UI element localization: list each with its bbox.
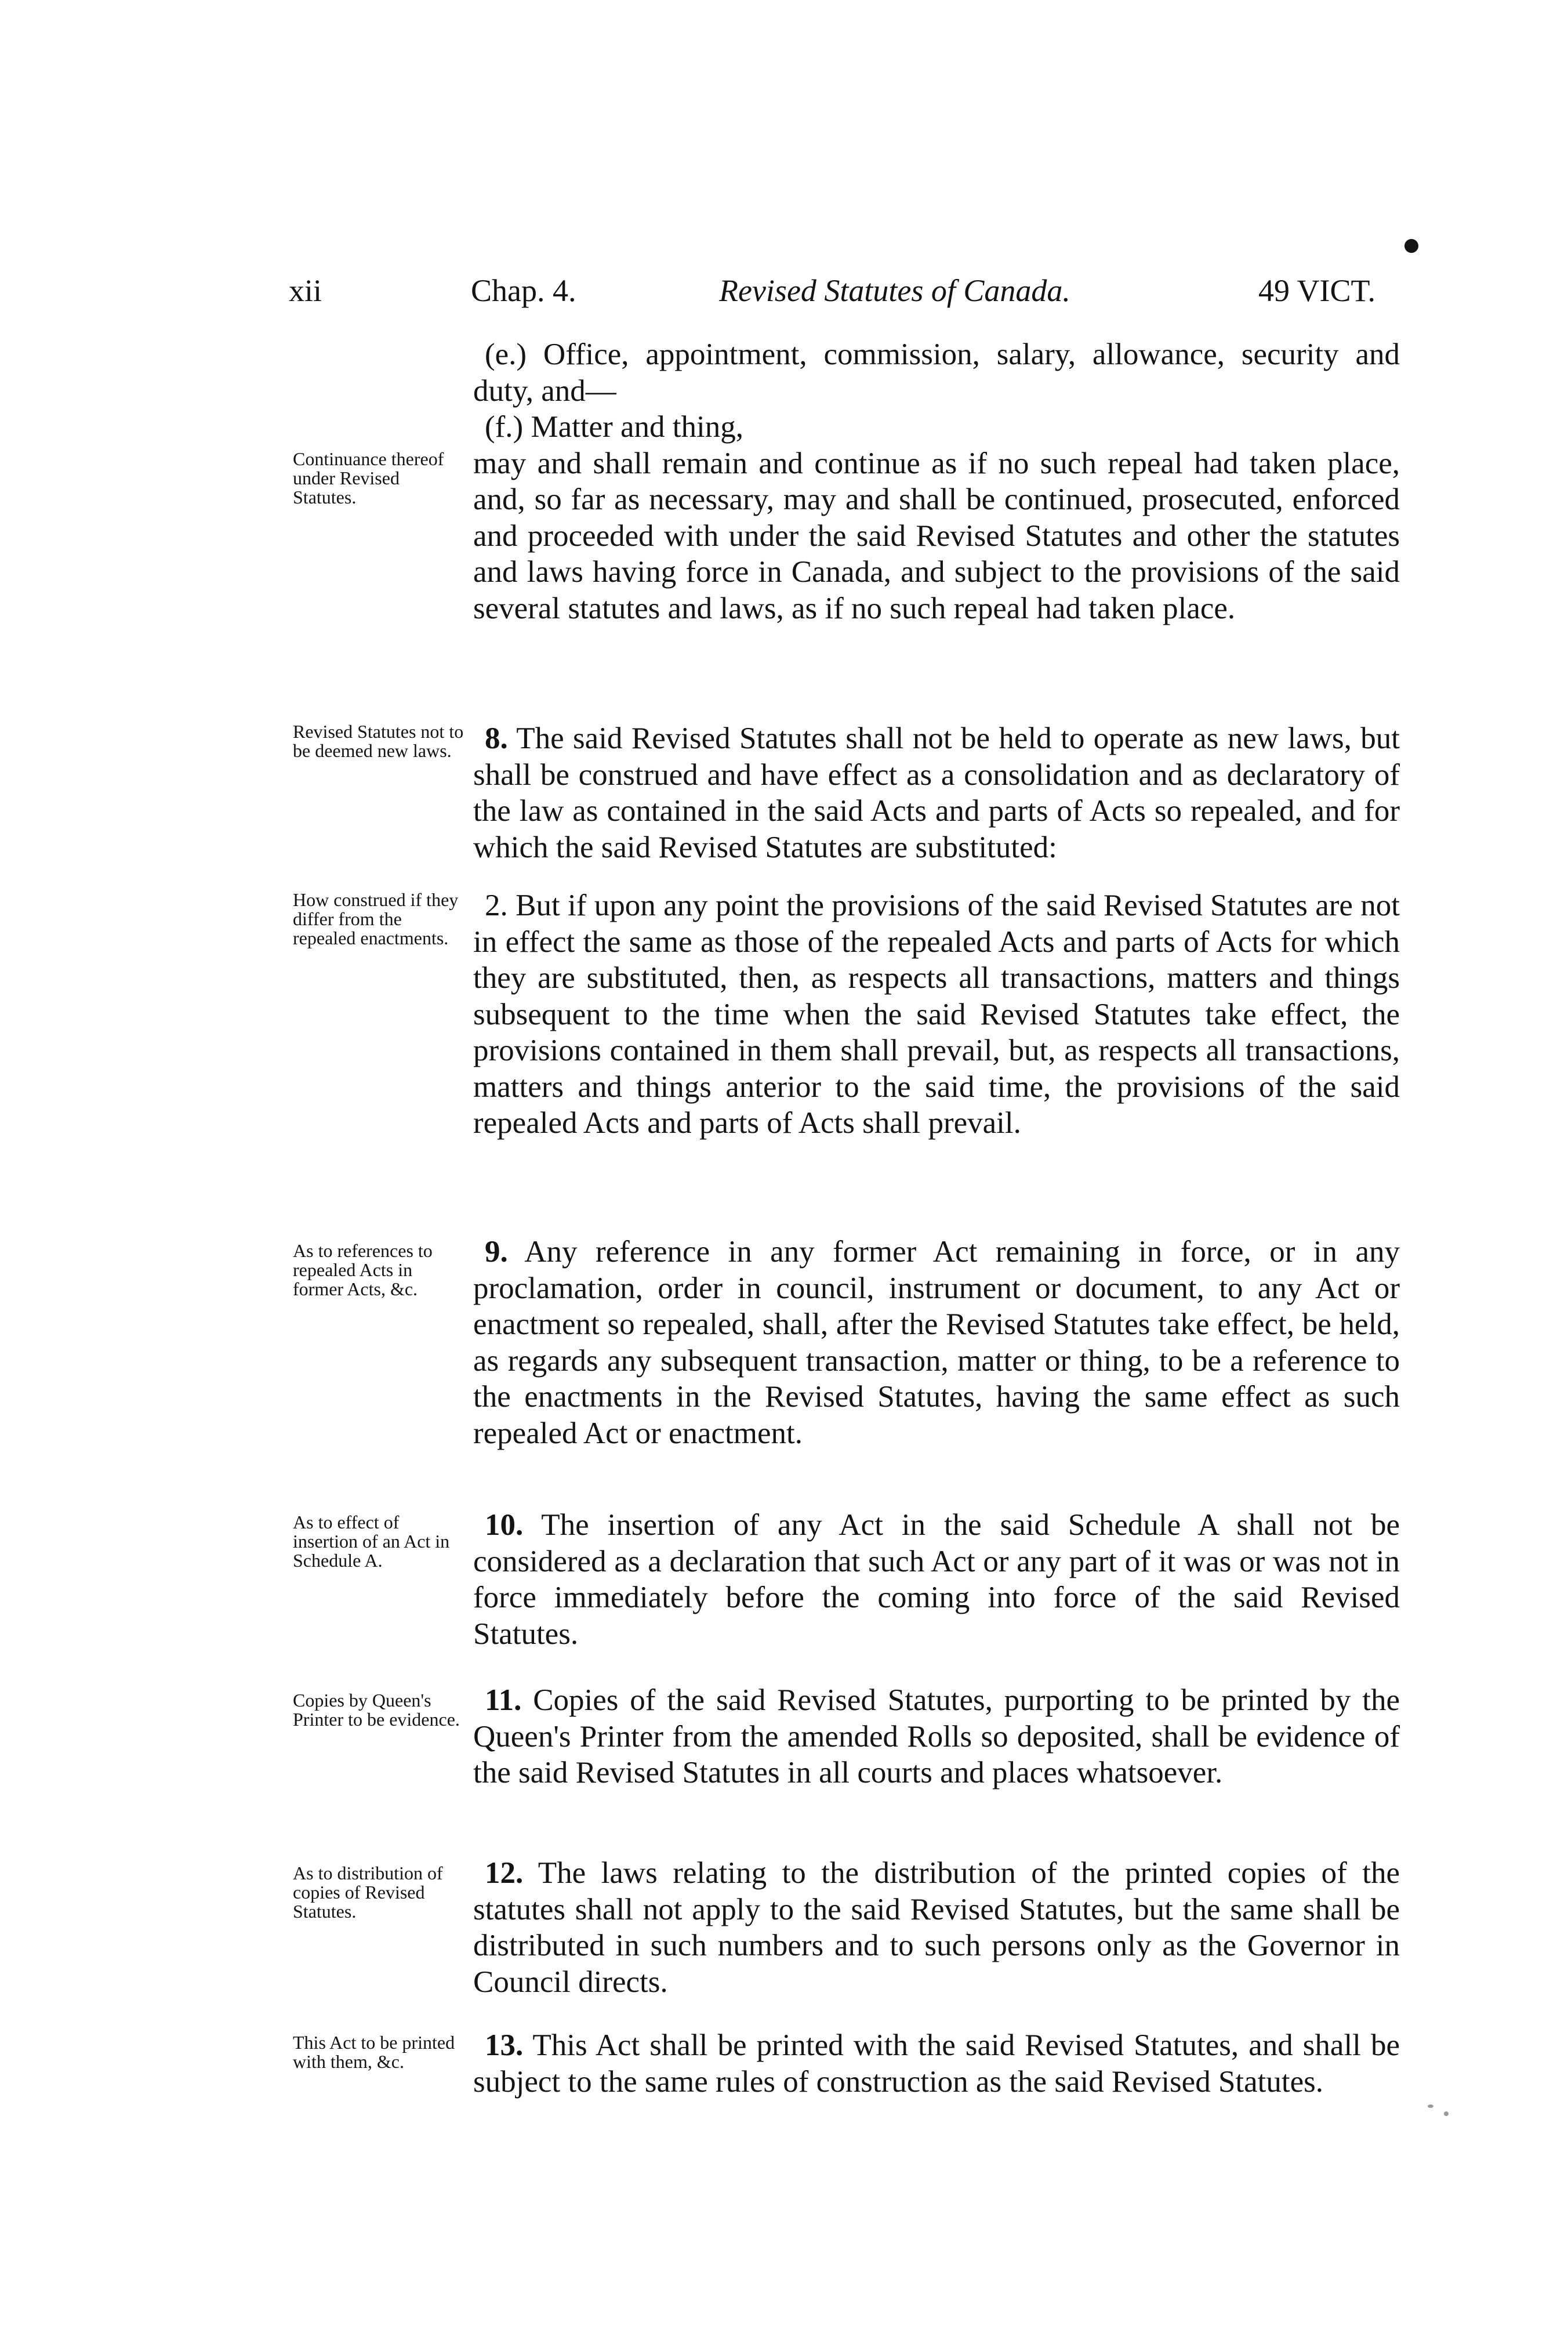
section-number: 12. [485,1856,524,1890]
scan-speck [1428,2104,1433,2108]
margin-note-continuance: Continuance thereof under Revised Statutes. [293,448,444,508]
section-number: 8. [485,722,508,755]
ink-dot [1404,239,1418,253]
continuation-body: may and shall remain and continue as if no such repeal had taken place, and, so far as necessary, may and shall be continued, prosecuted, enforced and proceeded with under the said Revised Statutes and other the statutes and laws having force in Canada, and subject to the provisions of the said several statutes and laws, as if no such repeal had taken place. [473,446,1400,625]
section-13 [473,2027,1400,2100]
clause-f: (f.) Matter and thing, [485,410,743,444]
margin-note-section-10: As to effect of insertion of an Act in Schedule A. [293,1512,450,1571]
margin-note-section-9: As to references to repealed Acts in former Acts, &c. [293,1240,433,1299]
page-folio: xii [289,273,322,308]
margin-note-section-12: As to distribution of copies of Revised Statutes. [293,1863,443,1922]
section-number: 11. [485,1683,522,1717]
margin-note-section-8-2: How construed if they differ from the repealed enactments. [293,889,459,948]
section-text: The said Revised Statutes shall not be held to operate as new laws, but shall be construed and have effect as a consolidation and as declaratory of the law as contained in the said Acts and parts of Acts so repealed, and for which the said Revised Statutes are substituted: [473,722,1400,864]
section-12 [473,1855,1400,2000]
margin-note-section-8: Revised Statutes not to be deemed new laws. [293,721,464,761]
scan-speck [1444,2111,1449,2116]
chapter-label: Chap. 4. [471,273,576,308]
running-header [0,273,1568,319]
section-11 [473,1682,1400,1791]
section-number: 13. [485,2028,524,2062]
section-text: 2. But if upon any point the provisions of the said Revised Statutes are not in effect the same as those of the repealed Acts and parts of Acts for which they are substituted, then, as respects all transactions, matters and things subsequent to the time when the said Revised Statutes take effect, the provisions contained in them shall prevail, but, as respects all transactions, matters and things anterior to the said time, the provisions of the said repealed Acts and parts of Acts shall prevail. [473,889,1400,1140]
margin-note-section-11: Copies by Queen's Printer to be evidence. [293,1690,460,1730]
section-number: 9. [485,1235,508,1269]
regnal-year: 49 VICT. [1258,273,1375,308]
section-text: The insertion of any Act in the said Schedule A shall not be considered as a declaration that such Act or any part of it was or was not in force immediately before the coming into force of the said Revised Statutes. [473,1508,1400,1651]
section-number: 10. [485,1508,524,1542]
section-8 [473,720,1400,865]
section-text: The laws relating to the distribution of the printed copies of the statutes shall not apply to the said Revised Statutes, but the same shall be distributed in such numbers and to such persons only as the Governor in Council directs. [473,1856,1400,1999]
section-text: Any reference in any former Act remaining in force, or in any proclamation, order in council, instrument or document, to any Act or enactment so repealed, shall, after the Revised Statutes take effect, be held, as regards any subsequent transaction, matter or thing, to be a reference to the enactments in the Revised Statutes, having the same effect as such repealed Act or enactment. [473,1235,1400,1450]
running-title: Revised Statutes of Canada. [719,273,1070,308]
section-text: This Act shall be printed with the said Revised Statutes, and shall be subject to the same rules of construction as the said Revised Statutes. [473,2028,1400,2099]
section-8-subsection-2 [473,887,1400,1142]
clause-e: (e.) Office, appointment, commission, salary, allowance, security and duty, and— [473,338,1400,408]
continuation-text [473,336,1400,626]
section-10 [473,1507,1400,1652]
section-text: Copies of the said Revised Statutes, purporting to be printed by the Queen's Printer from the amended Rolls so deposited, shall be evidence of the said Revised Statutes in all courts and places whatsoever. [473,1683,1400,1789]
section-9 [473,1234,1400,1451]
margin-note-section-13: This Act to be printed with them, &c. [293,2032,455,2072]
